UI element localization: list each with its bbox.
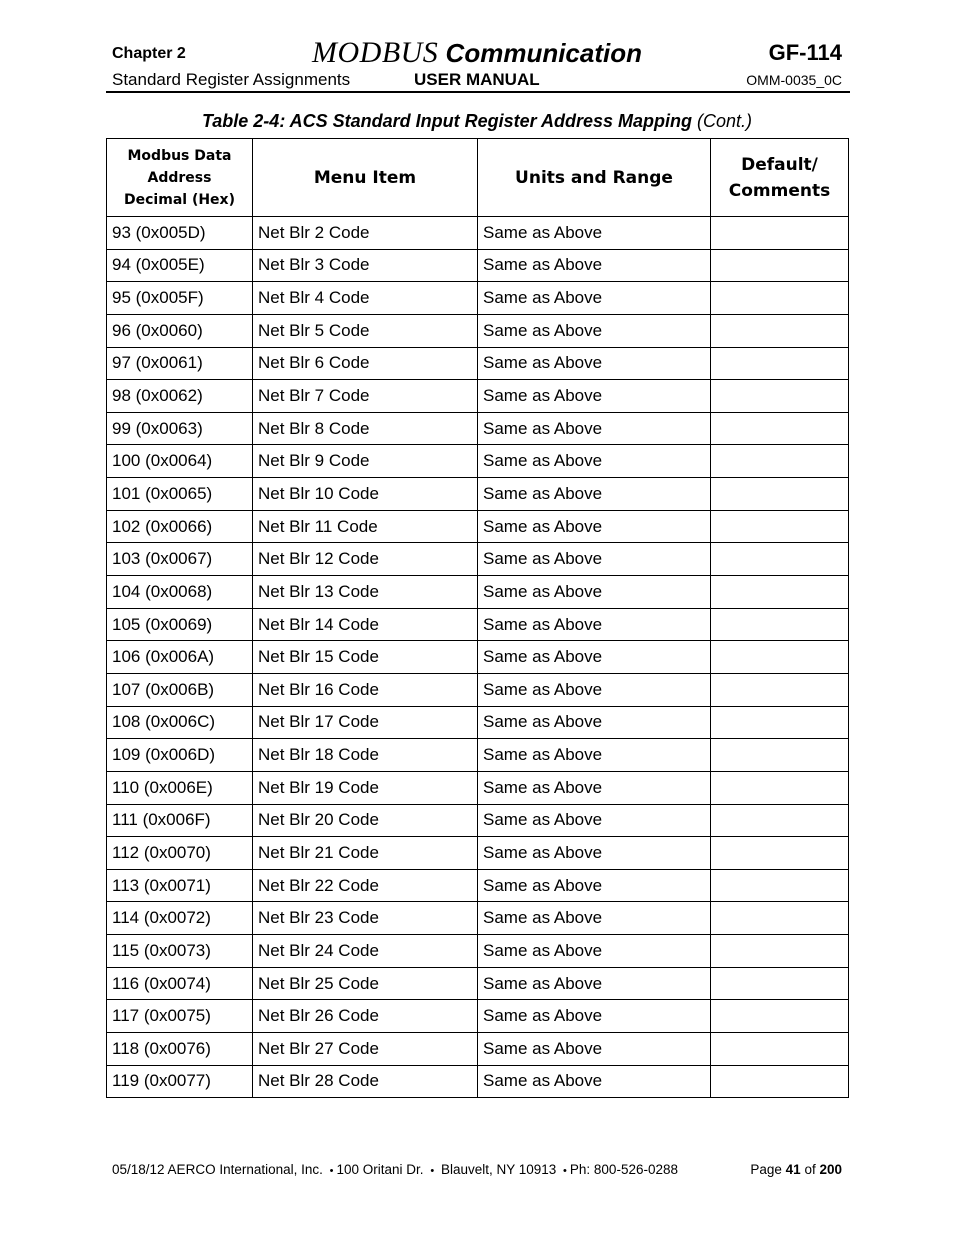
table-row (107, 282, 849, 315)
cell-address: 95 (0x005F) (107, 282, 253, 315)
header-units-range: Units and Range (478, 139, 711, 217)
cell-menu-item: Net Blr 9 Code (253, 445, 478, 478)
cell-units-range: Same as Above (478, 739, 711, 772)
cell-address: 111 (0x006F) (107, 804, 253, 837)
cell-units-range: Same as Above (478, 543, 711, 576)
cell-menu-item: Net Blr 23 Code (253, 902, 478, 935)
table-row (107, 771, 849, 804)
cell-comments (711, 380, 849, 413)
cell-menu-item: Net Blr 5 Code (253, 314, 478, 347)
table-row (107, 739, 849, 772)
cell-menu-item: Net Blr 16 Code (253, 673, 478, 706)
table-row (107, 445, 849, 478)
cell-comments (711, 1000, 849, 1033)
table-row (107, 478, 849, 511)
manual-label: USER MANUAL (414, 70, 540, 89)
section-label: Standard Register Assignments (112, 70, 351, 89)
cell-menu-item: Net Blr 10 Code (253, 478, 478, 511)
cell-comments (711, 673, 849, 706)
cell-menu-item: Net Blr 26 Code (253, 1000, 478, 1033)
cell-menu-item: Net Blr 21 Code (253, 837, 478, 870)
cell-comments (711, 608, 849, 641)
cell-units-range: Same as Above (478, 282, 711, 315)
header-default-comments: Default/ Comments (711, 139, 849, 217)
cell-address: 117 (0x0075) (107, 1000, 253, 1033)
cell-address: 103 (0x0067) (107, 543, 253, 576)
cell-address: 115 (0x0073) (107, 935, 253, 968)
table-row (107, 249, 849, 282)
cell-menu-item: Net Blr 4 Code (253, 282, 478, 315)
cell-units-range: Same as Above (478, 673, 711, 706)
cell-units-range: Same as Above (478, 478, 711, 511)
cell-menu-item: Net Blr 15 Code (253, 641, 478, 674)
cell-menu-item: Net Blr 6 Code (253, 347, 478, 380)
cell-comments (711, 282, 849, 315)
table-row (107, 576, 849, 609)
cell-comments (711, 935, 849, 968)
table-row (107, 510, 849, 543)
table-row (107, 706, 849, 739)
register-mapping-table (106, 138, 849, 1098)
cell-comments (711, 445, 849, 478)
table-row (107, 837, 849, 870)
footer-address: 05/18/12 AERCO International, Inc. • 100 Oritani Dr. • Blauvelt, NY 10913 • Ph: 800-526-0288 (112, 1162, 678, 1177)
cell-menu-item: Net Blr 2 Code (253, 217, 478, 250)
table-row (107, 935, 849, 968)
cell-units-range: Same as Above (478, 217, 711, 250)
table-row (107, 314, 849, 347)
header-address: Modbus Data Address Decimal (Hex) (107, 139, 253, 217)
cell-comments (711, 249, 849, 282)
cell-units-range: Same as Above (478, 510, 711, 543)
cell-units-range: Same as Above (478, 1033, 711, 1066)
table-row (107, 902, 849, 935)
cell-menu-item: Net Blr 8 Code (253, 412, 478, 445)
cell-menu-item: Net Blr 28 Code (253, 1065, 478, 1098)
cell-units-range: Same as Above (478, 380, 711, 413)
cell-address: 119 (0x0077) (107, 1065, 253, 1098)
caption-main: Table 2-4: ACS Standard Input Register Address Mapping (201, 111, 693, 131)
table-row (107, 1065, 849, 1098)
cell-units-range: Same as Above (478, 576, 711, 609)
table-caption (0, 111, 954, 132)
title-modbus: MODBUS (312, 36, 439, 69)
cell-comments (711, 804, 849, 837)
cell-address: 106 (0x006A) (107, 641, 253, 674)
table-row (107, 1033, 849, 1066)
cell-comments (711, 217, 849, 250)
cell-comments (711, 347, 849, 380)
caption-cont: (Cont.) (697, 111, 753, 131)
cell-menu-item: Net Blr 22 Code (253, 869, 478, 902)
table-row (107, 1000, 849, 1033)
table-row (107, 804, 849, 837)
cell-comments (711, 478, 849, 511)
cell-comments (711, 1033, 849, 1066)
cell-address: 93 (0x005D) (107, 217, 253, 250)
cell-address: 108 (0x006C) (107, 706, 253, 739)
cell-address: 96 (0x0060) (107, 314, 253, 347)
cell-units-range: Same as Above (478, 967, 711, 1000)
cell-address: 109 (0x006D) (107, 739, 253, 772)
omm-number: OMM-0035_0C (746, 72, 842, 88)
cell-address: 118 (0x0076) (107, 1033, 253, 1066)
cell-units-range: Same as Above (478, 1000, 711, 1033)
cell-units-range: Same as Above (478, 837, 711, 870)
cell-menu-item: Net Blr 18 Code (253, 739, 478, 772)
cell-menu-item: Net Blr 25 Code (253, 967, 478, 1000)
header-menu-item: Menu Item (253, 139, 478, 217)
cell-units-range: Same as Above (478, 249, 711, 282)
table-row (107, 967, 849, 1000)
title-communication: Communication (445, 38, 642, 68)
cell-address: 99 (0x0063) (107, 412, 253, 445)
cell-address: 97 (0x0061) (107, 347, 253, 380)
cell-menu-item: Net Blr 7 Code (253, 380, 478, 413)
table-header-row (107, 139, 849, 217)
table-row (107, 641, 849, 674)
cell-comments (711, 1065, 849, 1098)
cell-units-range: Same as Above (478, 1065, 711, 1098)
cell-menu-item: Net Blr 3 Code (253, 249, 478, 282)
cell-menu-item: Net Blr 13 Code (253, 576, 478, 609)
cell-address: 116 (0x0074) (107, 967, 253, 1000)
cell-comments (711, 739, 849, 772)
table-row (107, 608, 849, 641)
cell-units-range: Same as Above (478, 314, 711, 347)
cell-units-range: Same as Above (478, 771, 711, 804)
cell-menu-item: Net Blr 24 Code (253, 935, 478, 968)
cell-units-range: Same as Above (478, 445, 711, 478)
cell-address: 100 (0x0064) (107, 445, 253, 478)
cell-comments (711, 771, 849, 804)
cell-comments (711, 837, 849, 870)
cell-menu-item: Net Blr 19 Code (253, 771, 478, 804)
cell-comments (711, 641, 849, 674)
cell-address: 105 (0x0069) (107, 608, 253, 641)
cell-address: 110 (0x006E) (107, 771, 253, 804)
cell-comments (711, 510, 849, 543)
cell-address: 112 (0x0070) (107, 837, 253, 870)
cell-units-range: Same as Above (478, 935, 711, 968)
cell-menu-item: Net Blr 27 Code (253, 1033, 478, 1066)
cell-comments (711, 314, 849, 347)
table-row (107, 412, 849, 445)
cell-menu-item: Net Blr 14 Code (253, 608, 478, 641)
cell-address: 113 (0x0071) (107, 869, 253, 902)
table-row (107, 347, 849, 380)
cell-address: 101 (0x0065) (107, 478, 253, 511)
cell-address: 102 (0x0066) (107, 510, 253, 543)
cell-comments (711, 706, 849, 739)
cell-menu-item: Net Blr 17 Code (253, 706, 478, 739)
cell-units-range: Same as Above (478, 412, 711, 445)
footer-page-number: Page 41 of 200 (750, 1162, 842, 1177)
cell-units-range: Same as Above (478, 804, 711, 837)
table-row (107, 673, 849, 706)
document-number: GF-114 (768, 40, 842, 65)
chapter-label: Chapter 2 (112, 45, 186, 62)
cell-units-range: Same as Above (478, 608, 711, 641)
page-title (312, 36, 642, 70)
table-row (107, 543, 849, 576)
cell-menu-item: Net Blr 20 Code (253, 804, 478, 837)
cell-comments (711, 869, 849, 902)
cell-comments (711, 576, 849, 609)
header-rule (106, 91, 850, 93)
cell-comments (711, 902, 849, 935)
cell-units-range: Same as Above (478, 902, 711, 935)
cell-units-range: Same as Above (478, 706, 711, 739)
cell-units-range: Same as Above (478, 869, 711, 902)
cell-address: 104 (0x0068) (107, 576, 253, 609)
cell-address: 114 (0x0072) (107, 902, 253, 935)
table-row (107, 869, 849, 902)
cell-comments (711, 967, 849, 1000)
table-row (107, 217, 849, 250)
cell-menu-item: Net Blr 11 Code (253, 510, 478, 543)
cell-address: 94 (0x005E) (107, 249, 253, 282)
table-row (107, 380, 849, 413)
cell-address: 107 (0x006B) (107, 673, 253, 706)
cell-units-range: Same as Above (478, 641, 711, 674)
cell-units-range: Same as Above (478, 347, 711, 380)
cell-address: 98 (0x0062) (107, 380, 253, 413)
cell-comments (711, 543, 849, 576)
cell-comments (711, 412, 849, 445)
cell-menu-item: Net Blr 12 Code (253, 543, 478, 576)
